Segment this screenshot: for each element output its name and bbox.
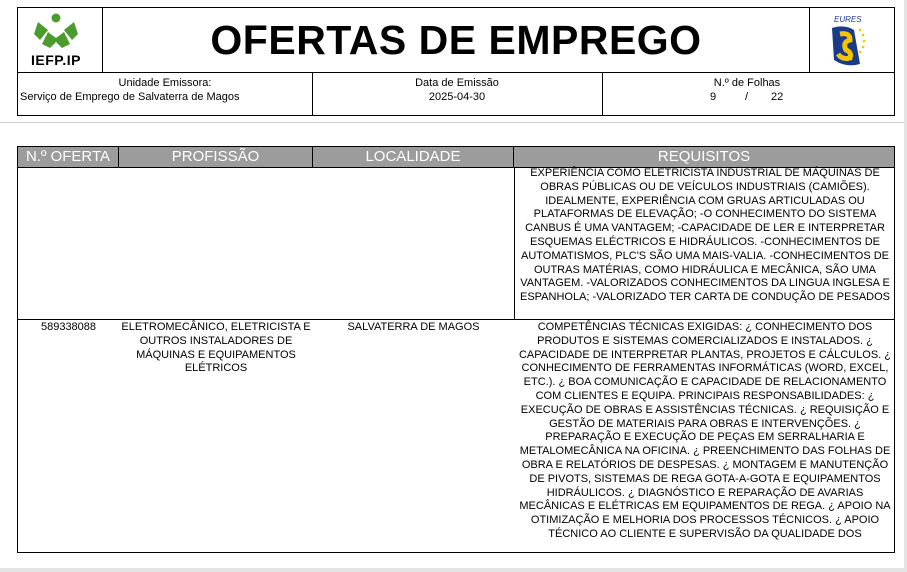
eures-logo [809,8,894,72]
info-row [17,73,895,116]
table-row-1-requirements: EXPERIÊNCIA COMO ELETRICISTA INDUSTRIAL DE MÁQUINAS DE OBRAS PÚBLICAS OU DE VEÍCULOS INDUSTRIAIS (CAMIÕES). IDEALMENTE, EXPERIÊNCIA COM GRUAS ARTICULADAS OU PLATAFORMAS DE ELEVAÇÃO; -O CONHECIMENTO DO SISTEMA CANBUS É UMA VANTAGEM; -CAPACIDADE DE LER E INTERPRETAR ESQUEMAS ELÉCTRICOS E HIDRÁULICOS. -CONHECIMENTOS DE AUTOMATISMOS, PLC'S SÃO UMA MAIS-VALIA. -CONHECIMENTOS DE OUTRAS MATÉRIAS, COMO HIDRÁULICA E MECÂNICA, SÃO UMA VANTAGEM. -VALORIZADOS CONHECIMENTOS DA LINGUA INGLESA E ESPANHOLA; -VALORIZADO TER CARTA DE CONDUÇÃO DE PESADOS [519,167,890,304]
offers-table [17,146,895,553]
issue-date-value: 2025-04-30 [428,91,486,103]
issue-date-cell [312,73,603,115]
page-edge-bottom [0,568,907,572]
column-header-location: LOCALIDADE [313,147,514,167]
divider [0,122,904,123]
sheet-count-label: N.º de Folhas [713,77,781,89]
issuing-unit-cell [18,73,313,115]
current-sheet: 9 [710,91,717,103]
column-header-offer-number: N.º OFERTA [18,147,119,167]
page-title: OFERTAS DE EMPREGO [210,16,702,63]
eures-emblem-icon [810,8,894,72]
table-row-2-profession: ELETROMECÂNICO, ELETRICISTA E OUTROS INSTALADORES DE MÁQUINAS E EQUIPAMENTOS ELÉTRICOS [121,321,311,375]
iefp-logo-text: IEFP.IP [31,52,81,68]
column-header-profession: PROFISSÃO [119,147,313,167]
total-sheets: 22 [771,91,784,103]
table-row-2-location: SALVATERRA DE MAGOS [347,321,480,333]
column-header-requirements: REQUISITOS [514,147,894,167]
sheet-count-cell [602,73,894,115]
sheet-separator: / [745,91,749,103]
iefp-logo [18,8,103,72]
issuing-unit-label: Unidade Emissora: [118,77,212,89]
document-header [17,7,895,73]
issuing-unit-value: Serviço de Emprego de Salvaterra de Magos [20,91,240,103]
iefp-emblem-icon [18,8,102,54]
issue-date-label: Data de Emissão [415,77,499,89]
table-row-2-offer-number: 589338088 [40,321,97,333]
svg-text:EURES: EURES [834,15,862,24]
row-1-column-divider [514,167,515,319]
table-row-2-requirements: COMPETÊNCIAS TÉCNICAS EXIGIDAS: ¿ CONHECIMENTO DOS PRODUTOS E SISTEMAS COMERCIALIZADOS E INSTALADOS. ¿ CAPACIDADE DE INTERPRETAR PLANTAS, PROJETOS E CÁLCULOS. ¿ CONHECIMENTO DE FERRAMENTAS INFORMÁTICAS (WORD, EXCEL, ETC.). ¿ BOA COMUNICAÇÃO E CAPACIDADE DE RELACIONAMENTO COM CLIENTES E EQUIPA. PRINCIPAIS RESPONSABILIDADES: ¿ EXECUÇÃO DE OBRAS E ASSISTÊNCIAS TÉCNICAS. ¿ REQUISIÇÃO E GESTÃO DE MATERIAIS PARA OBRAS E INTERVENÇÕES. ¿ PREPARAÇÃO E EXECUÇÃO DE PEÇAS EM SERRALHARIA E METALOMECÂNICA NA OFICINA. ¿ PREENCHIMENTO DAS FOLHAS DE OBRA E RELATÓRIOS DE DESPESAS. ¿ MONTAGEM E MANUTENÇÃO DE PIVOTS, SISTEMAS DE REGA GOTA-A-GOTA E EQUIPAMENTOS HIDRÁULICOS. ¿ DIAGNÓSTICO E REPARAÇÃO DE AVARIAS MECÂNICAS E ELÉTRICAS EM EQUIPAMENTOS DE REGA. ¿ APOIO NA OTIMIZAÇÃO E MELHORIA DOS PROCESSOS TÉCNICOS. ¿ APOIO TÉCNICO AO CLIENTE E SUPERVISÃO DA QUALIDADE DOS [518,321,892,540]
row-divider [18,319,894,320]
